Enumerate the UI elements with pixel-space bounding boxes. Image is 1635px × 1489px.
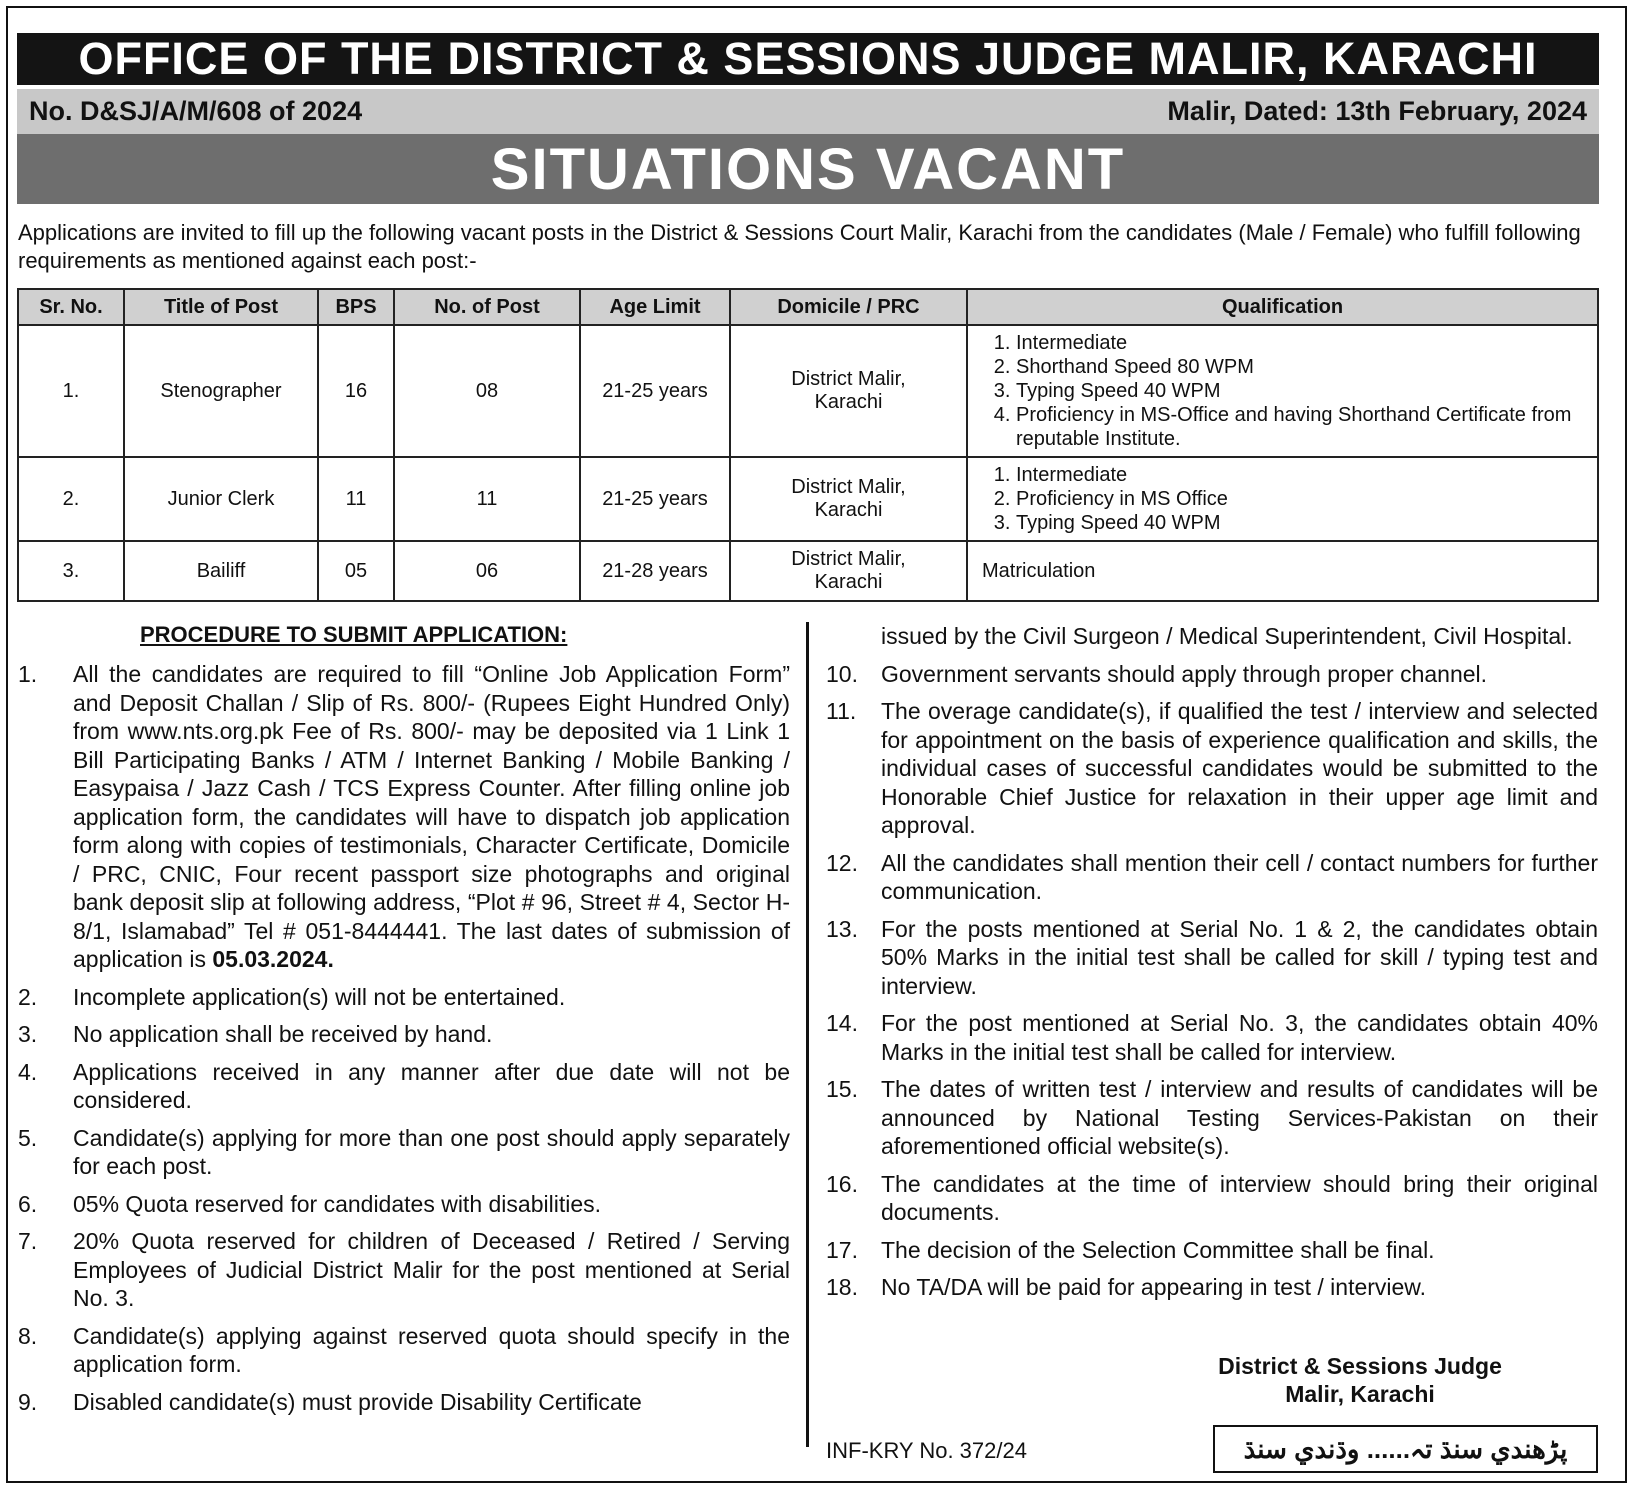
item-number: 18.	[826, 1274, 858, 1300]
item-text: issued by the Civil Surgeon / Medical Superintendent, Civil Hospital.	[881, 623, 1573, 649]
item-text: The overage candidate(s), if qualified the test / interview and selected for appointment on the basis of experience qualification and skills, the individual cases of successful candidates would be submitted to the Honorable Chief Justice for relaxation in their upper age limit and approval.	[881, 698, 1598, 838]
signatory-location: Malir, Karachi	[1285, 1381, 1435, 1407]
table-row	[18, 325, 1598, 457]
procedure-item	[18, 660, 790, 974]
urdu-slogan-box: پڑھندي سنڌ تہ...... وڌندي سنڌ	[1213, 1425, 1598, 1473]
procedure-item	[826, 1236, 1598, 1265]
item-text: Disabled candidate(s) must provide Disability Certificate	[73, 1388, 642, 1415]
item-text: Candidate(s) applying against reserved quota should specify in the application form.	[73, 1322, 790, 1377]
header-title: Title of Post	[124, 289, 318, 325]
item-text: The candidates at the time of interview should bring their original documents.	[881, 1170, 1598, 1225]
office-title: OFFICE OF THE DISTRICT & SESSIONS JUDGE MALIR, KARACHI	[17, 33, 1599, 85]
cell-posts: 08	[394, 325, 580, 457]
procedure-heading: PROCEDURE TO SUBMIT APPLICATION:	[140, 622, 568, 647]
item-text: All the candidates are required to fill “Online Job Application Form” and Deposit Challan / Slip of Rs. 800/- (Rupees Eight Hundred Only) from www.nts.org.pk Fee of Rs. 800/- may be deposited via 1 Link 1 Bill Participating Banks / ATM / Internet Banking / Mobile Banking / Easypaisa / Jazz Cash / TCS Express Counter. After filling online job application form, the candidates will have to dispatch job application form along with copies of testimonials, Character Certificate, Domicile / PRC, CNIC, Four recent passport size photographs and original bank deposit slip at following address, “Plot # 96, Street # 4, Sector H-8/1, Islamabad” Tel # 051-8444441. The last dates of submission of application is	[73, 661, 790, 972]
procedure-item	[826, 1075, 1598, 1161]
procedure-left-column	[18, 660, 790, 1425]
item-number: 15.	[826, 1076, 858, 1102]
qualification-item: 3. Typing Speed 40 WPM	[1016, 511, 1583, 535]
item-number: 9.	[18, 1388, 38, 1415]
procedure-item	[826, 697, 1598, 840]
item-number: 7.	[18, 1228, 38, 1254]
cell-posts: 06	[394, 541, 580, 601]
item-number: 5.	[18, 1124, 38, 1151]
procedure-item	[18, 1388, 790, 1417]
cell-bps: 16	[318, 325, 394, 457]
header-sr: Sr. No.	[18, 289, 124, 325]
item-number: 8.	[18, 1322, 38, 1349]
item-text: Government servants should apply through proper channel.	[881, 660, 1488, 687]
table-header-row	[18, 289, 1598, 325]
procedure-item	[826, 915, 1598, 1001]
cell-sr: 1.	[18, 325, 124, 457]
item-text: 20% Quota reserved for children of Deceased / Retired / Serving Employees of Judicial District Malir for the post mentioned at Serial No. 3.	[73, 1228, 790, 1311]
item-text: The dates of written test / interview and results of candidates will be announced by National Testing Services-Pakistan on their aforementioned official website(s).	[881, 1076, 1598, 1159]
cell-posts: 11	[394, 457, 580, 541]
table-row	[18, 457, 1598, 541]
item-text: No application shall be received by hand.	[73, 1021, 493, 1047]
procedure-item-continued	[826, 622, 1598, 651]
cell-qualification	[967, 325, 1598, 457]
cell-age: 21-28 years	[580, 541, 730, 601]
item-text: For the post mentioned at Serial No. 3, the candidates obtain 40% Marks in the initial test shall be called for interview.	[881, 1010, 1598, 1065]
intro-text: Applications are invited to fill up the following vacant posts in the District & Sessions Court Malir, Karachi from the candidates (Male / Female) who fulfill following requirements as mentioned against each post:-	[18, 220, 1581, 273]
procedure-item	[18, 1058, 790, 1115]
procedure-item	[826, 660, 1598, 689]
header-qualification: Qualification	[967, 289, 1598, 325]
cell-bps: 05	[318, 541, 394, 601]
cell-sr: 3.	[18, 541, 124, 601]
item-text: For the posts mentioned at Serial No. 1 & 2, the candidates obtain 50% Marks in the initial test shall be called for skill / typing test and interview.	[881, 915, 1598, 999]
cell-qualification	[967, 457, 1598, 541]
cell-domicile: District Malir, Karachi	[730, 541, 967, 601]
procedure-item	[18, 1190, 790, 1219]
header-bps: BPS	[318, 289, 394, 325]
item-number: 1.	[18, 661, 38, 687]
header-domicile: Domicile / PRC	[730, 289, 967, 325]
procedure-item	[18, 983, 790, 1012]
cell-title: Bailiff	[124, 541, 318, 601]
item-text: All the candidates shall mention their cell / contact numbers for further communication.	[881, 849, 1598, 904]
item-number: 16.	[826, 1170, 858, 1197]
column-divider	[806, 622, 809, 1447]
table-row	[18, 541, 1598, 601]
procedure-item	[18, 1322, 790, 1379]
procedure-item	[826, 849, 1598, 906]
inf-number: INF-KRY No. 372/24	[826, 1438, 1027, 1463]
item-number: 13.	[826, 915, 858, 942]
last-date: 05.03.2024.	[212, 946, 334, 972]
date-line: Malir, Dated: 13th February, 2024	[1167, 96, 1587, 126]
qualification-item: 2. Shorthand Speed 80 WPM	[1016, 355, 1583, 379]
cell-title: Junior Clerk	[124, 457, 318, 541]
item-text: No TA/DA will be paid for appearing in test / interview.	[881, 1274, 1427, 1300]
cell-domicile: District Malir, Karachi	[730, 325, 967, 457]
item-number: 11.	[826, 698, 857, 724]
item-number: 17.	[826, 1236, 858, 1263]
reference-number: No. D&SJ/A/M/608 of 2024	[29, 96, 363, 126]
reference-row	[17, 89, 1599, 134]
item-number: 4.	[18, 1058, 38, 1085]
item-number	[826, 622, 881, 651]
procedure-right-column	[826, 622, 1598, 1311]
cell-qualification: Matriculation	[967, 541, 1598, 601]
qualification-item: 1. Intermediate	[1016, 331, 1583, 355]
cell-age: 21-25 years	[580, 325, 730, 457]
item-number: 6.	[18, 1190, 38, 1217]
situations-vacant-banner: SITUATIONS VACANT	[17, 134, 1599, 204]
cell-domicile: District Malir, Karachi	[730, 457, 967, 541]
cell-title: Stenographer	[124, 325, 318, 457]
procedure-item	[826, 1009, 1598, 1066]
procedure-item	[18, 1020, 790, 1049]
qualification-item: 2. Proficiency in MS Office	[1016, 487, 1583, 511]
qualification-item: 3. Typing Speed 40 WPM	[1016, 379, 1583, 403]
item-text: Incomplete application(s) will not be entertained.	[73, 983, 566, 1010]
item-number: 10.	[826, 660, 858, 687]
item-number: 14.	[826, 1010, 858, 1036]
qualification-item: 4. Proficiency in MS-Office and having Shorthand Certificate from reputable Institute.	[1016, 403, 1583, 451]
header-no-of-post: No. of Post	[394, 289, 580, 325]
procedure-item	[18, 1124, 790, 1181]
item-text: The decision of the Selection Committee shall be final.	[881, 1236, 1435, 1263]
item-number: 2.	[18, 983, 38, 1010]
procedure-item	[18, 1227, 790, 1313]
cell-bps: 11	[318, 457, 394, 541]
vacancy-table	[17, 288, 1599, 602]
cell-age: 21-25 years	[580, 457, 730, 541]
item-number: 12.	[826, 849, 858, 876]
signature-block	[1155, 1352, 1565, 1408]
cell-sr: 2.	[18, 457, 124, 541]
qualification-item: 1. Intermediate	[1016, 463, 1583, 487]
procedure-item	[826, 1170, 1598, 1227]
item-number: 3.	[18, 1021, 38, 1047]
item-text: Candidate(s) applying for more than one post should apply separately for each post.	[73, 1124, 790, 1179]
header-age: Age Limit	[580, 289, 730, 325]
procedure-item	[826, 1273, 1598, 1302]
item-text: 05% Quota reserved for candidates with disabilities.	[73, 1190, 602, 1217]
signatory-title: District & Sessions Judge	[1218, 1353, 1502, 1379]
item-text: Applications received in any manner after due date will not be considered.	[73, 1058, 790, 1113]
